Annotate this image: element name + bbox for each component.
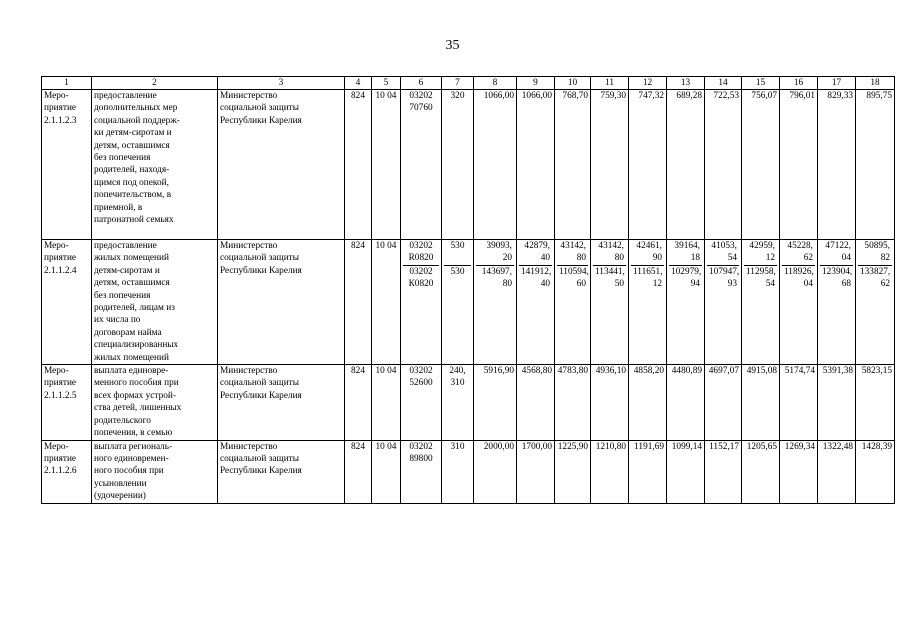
value-cell: 759,30	[591, 90, 629, 240]
expense-type-line: 530	[444, 265, 471, 278]
value-cell: 756,07	[742, 90, 780, 240]
value-line: 141912, 40	[521, 266, 552, 290]
value-cell: 5174,74	[780, 365, 818, 440]
section-cell: 10 04	[372, 240, 401, 365]
column-header: 14	[705, 77, 742, 90]
value-cell: 689,28	[667, 90, 705, 240]
column-header: 15	[742, 77, 780, 90]
value-line: 42461, 90	[636, 241, 662, 264]
column-header: 9	[517, 77, 555, 90]
value-cell: 1152,17	[705, 440, 742, 503]
value-cell: 1066,00	[474, 90, 517, 240]
description-cell: выплата региональ- ного единовремен- ного пособия при усыновлении (удочерении)	[92, 440, 218, 503]
expense-type-cell: 240, 310	[442, 365, 474, 440]
value-cell: 1205,65	[742, 440, 780, 503]
column-header: 5	[372, 77, 401, 90]
value-cell: 4568,80	[517, 365, 555, 440]
executor-cell: Министерство социальной защиты Республики Карелия	[218, 240, 345, 365]
value-cell: 829,33	[818, 90, 856, 240]
code-cell: 824	[345, 365, 372, 440]
value-cell: 4697,07	[705, 365, 742, 440]
value-line: 45228, 62	[787, 241, 813, 264]
table-row	[42, 90, 895, 240]
code-cell: 824	[345, 240, 372, 365]
value-cell	[818, 240, 856, 365]
section-cell: 10 04	[372, 365, 401, 440]
column-header: 7	[442, 77, 474, 90]
table-row	[42, 440, 895, 503]
value-cell: 747,32	[629, 90, 667, 240]
target-code-cell: 03202 52600	[401, 365, 442, 440]
code-cell: 824	[345, 90, 372, 240]
value-line: 110594, 60	[559, 266, 589, 290]
value-line: 39164, 18	[674, 241, 700, 264]
value-cell	[742, 240, 780, 365]
value-line: 113441, 50	[595, 266, 625, 290]
target-code-line: 03202 R0820	[408, 241, 434, 264]
page-number: 35	[445, 38, 460, 53]
value-line: 41053, 54	[711, 241, 737, 264]
value-line: 133827, 62	[860, 266, 891, 290]
value-line: 118926, 04	[784, 266, 814, 290]
expense-type-cell: 310	[442, 440, 474, 503]
column-header: 10	[555, 77, 591, 90]
value-line: 102979, 94	[671, 266, 702, 290]
table-row	[42, 365, 895, 440]
value-cell: 1099,14	[667, 440, 705, 503]
value-line: 112958, 54	[746, 266, 776, 290]
measure-cell: Меро- приятие 2.1.1.2.3	[42, 90, 92, 240]
value-cell: 1210,80	[591, 440, 629, 503]
measure-cell: Меро- приятие 2.1.1.2.6	[42, 440, 92, 503]
column-header: 11	[591, 77, 629, 90]
value-cell: 4936,10	[591, 365, 629, 440]
value-line: 107947, 93	[709, 266, 740, 290]
target-code-line: 03202 К0820	[403, 265, 439, 291]
column-header: 16	[780, 77, 818, 90]
value-cell: 4858,20	[629, 365, 667, 440]
value-cell: 5823,15	[856, 365, 895, 440]
value-line: 123904, 68	[822, 266, 853, 290]
value-line: 39093, 20	[486, 241, 512, 264]
value-line: 47122, 04	[825, 241, 851, 264]
column-header: 12	[629, 77, 667, 90]
value-cell: 4783,80	[555, 365, 591, 440]
column-header: 18	[856, 77, 895, 90]
value-cell: 4915,08	[742, 365, 780, 440]
description-cell: предоставление жилых помещений детям-сиротам и детям, оставшимся без попечения родителей, лицам из их числа по договорам найма специализированных жилых помещений	[92, 240, 218, 365]
value-line: 43142, 80	[598, 241, 624, 264]
column-header: 13	[667, 77, 705, 90]
column-header: 3	[218, 77, 345, 90]
target-code-cell: 03202 70760	[401, 90, 442, 240]
column-header: 4	[345, 77, 372, 90]
value-cell	[474, 240, 517, 365]
column-header: 8	[474, 77, 517, 90]
budget-table	[41, 76, 895, 504]
value-line: 50895, 82	[864, 241, 890, 264]
expense-type-line: 530	[450, 241, 465, 251]
value-cell: 1322,48	[818, 440, 856, 503]
table-row	[42, 240, 895, 365]
expense-type-cell: 320	[442, 90, 474, 240]
value-cell: 5916,90	[474, 365, 517, 440]
value-cell	[705, 240, 742, 365]
value-line: 42879, 40	[524, 241, 550, 264]
column-header: 17	[818, 77, 856, 90]
measure-cell: Меро- приятие 2.1.1.2.5	[42, 365, 92, 440]
value-cell: 768,70	[555, 90, 591, 240]
column-header: 2	[92, 77, 218, 90]
value-line: 43142, 80	[560, 241, 586, 264]
value-cell: 1225,90	[555, 440, 591, 503]
value-cell: 4480,89	[667, 365, 705, 440]
value-cell: 1269,34	[780, 440, 818, 503]
value-cell	[517, 240, 555, 365]
value-line: 111651, 12	[633, 266, 663, 290]
target-code-cell: 03202 89800	[401, 440, 442, 503]
section-cell: 10 04	[372, 440, 401, 503]
value-cell: 895,75	[856, 90, 895, 240]
column-header: 1	[42, 77, 92, 90]
expense-type-cell	[442, 240, 474, 365]
value-line: 143697, 80	[476, 265, 514, 291]
value-cell: 1428,39	[856, 440, 895, 503]
measure-cell: Меро- приятие 2.1.1.2.4	[42, 240, 92, 365]
description-cell: выплата единовре- менного пособия при всех формах устрой- ства детей, лишенных родительского попечения, в семью	[92, 365, 218, 440]
executor-cell: Министерство социальной защиты Республики Карелия	[218, 90, 345, 240]
value-line: 42959, 12	[749, 241, 775, 264]
value-cell	[856, 240, 895, 365]
executor-cell: Министерство социальной защиты Республики Карелия	[218, 365, 345, 440]
header-row	[42, 77, 895, 90]
value-cell: 2000,00	[474, 440, 517, 503]
target-code-cell	[401, 240, 442, 365]
code-cell: 824	[345, 440, 372, 503]
description-cell: предоставление дополнительных мер социальной поддерж- ки детям-сиротам и детям, оставшимся без попечения родителей, находя- щимся под опекой, попечительством, в приемной, в патронатной семьях	[92, 90, 218, 240]
value-cell: 1700,00	[517, 440, 555, 503]
value-cell	[780, 240, 818, 365]
value-cell	[667, 240, 705, 365]
value-cell: 1066,00	[517, 90, 555, 240]
value-cell: 796,01	[780, 90, 818, 240]
section-cell: 10 04	[372, 90, 401, 240]
column-header: 6	[401, 77, 442, 90]
value-cell: 722,53	[705, 90, 742, 240]
value-cell	[555, 240, 591, 365]
executor-cell: Министерство социальной защиты Республики Карелия	[218, 440, 345, 503]
value-cell	[629, 240, 667, 365]
value-cell: 5391,38	[818, 365, 856, 440]
value-cell	[591, 240, 629, 365]
value-cell: 1191,69	[629, 440, 667, 503]
